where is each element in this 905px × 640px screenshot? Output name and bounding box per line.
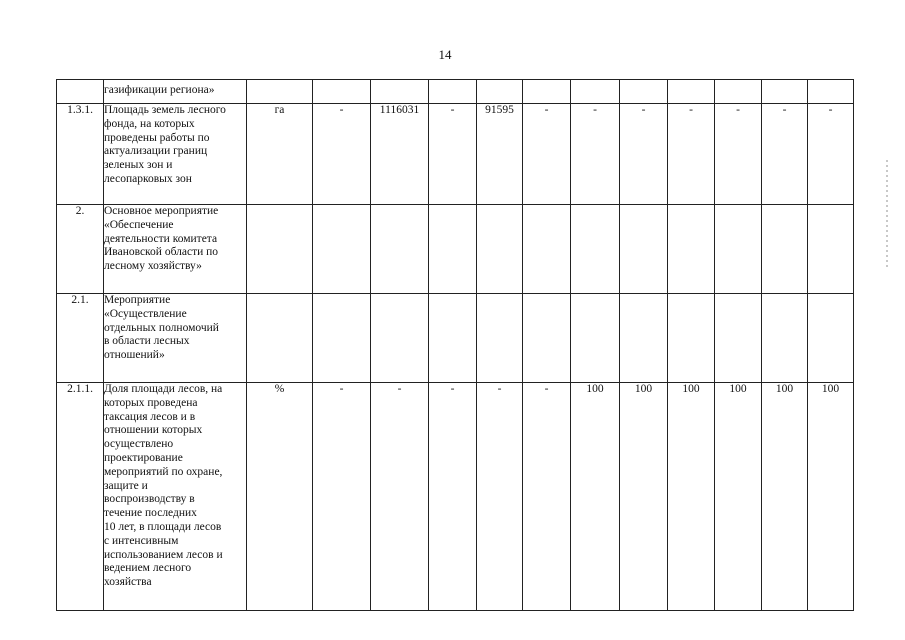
indicator-description-line: Площадь земель лесного — [104, 104, 226, 116]
value-cell — [571, 294, 620, 383]
indicator-description-cell — [104, 104, 247, 205]
table-row — [57, 294, 854, 383]
unit-cell — [247, 294, 313, 383]
indicator-description-line: фонда, на которых — [104, 117, 195, 130]
value-cell — [715, 294, 762, 383]
value-cell: 100 — [620, 383, 668, 611]
indicator-description-cell — [104, 383, 247, 611]
row-number-cell — [57, 80, 104, 104]
value-cell: - — [762, 104, 808, 205]
value-cell — [477, 205, 523, 294]
value-cell: 100 — [762, 383, 808, 611]
value-cell — [313, 80, 371, 104]
value-cell — [477, 80, 523, 104]
value-cell — [523, 294, 571, 383]
row-number: 2.1. — [71, 294, 89, 306]
value-cell: 100 — [808, 383, 854, 611]
value-cell: - — [429, 383, 477, 611]
value-cell: 1116031 — [371, 104, 429, 205]
value-cell — [429, 205, 477, 294]
table-row — [57, 205, 854, 294]
value-cell: - — [523, 104, 571, 205]
indicator-description-line: отношений» — [104, 349, 165, 362]
value-cell — [523, 205, 571, 294]
indicator-description-line: хозяйства — [104, 576, 152, 589]
indicator-description-line: лесопарковых зон — [104, 172, 192, 185]
row-number-cell — [57, 383, 104, 611]
value-cell — [668, 294, 715, 383]
indicator-description-line: актуализации границ — [104, 145, 208, 158]
value-cell: - — [313, 104, 371, 205]
indicator-description-cell — [104, 294, 247, 383]
value-cell — [429, 294, 477, 383]
value-cell — [715, 205, 762, 294]
indicator-description-line: защите и — [104, 479, 148, 492]
table-row — [57, 383, 854, 611]
unit-cell — [247, 80, 313, 104]
value-cell — [620, 294, 668, 383]
value-cell — [371, 205, 429, 294]
value-cell: - — [715, 104, 762, 205]
value-cell — [429, 80, 477, 104]
value-cell — [477, 294, 523, 383]
value-cell — [620, 80, 668, 104]
indicator-description-line: ведением лесного — [104, 562, 192, 575]
indicator-description-line: Доля площади лесов, на — [104, 383, 223, 395]
value-cell: 91595 — [477, 104, 523, 205]
indicator-description-cell — [104, 205, 247, 294]
table-row — [57, 80, 854, 104]
value-cell — [668, 80, 715, 104]
indicator-description-line: деятельности комитета — [104, 232, 218, 245]
value-cell — [523, 80, 571, 104]
value-cell: 100 — [715, 383, 762, 611]
value-cell: - — [313, 383, 371, 611]
scan-artifact — [886, 160, 888, 270]
value-cell: - — [371, 383, 429, 611]
value-cell: - — [808, 104, 854, 205]
value-cell: - — [477, 383, 523, 611]
indicator-description-line: использованием лесов и — [104, 548, 223, 561]
row-number: 2. — [75, 205, 85, 217]
value-cell: - — [523, 383, 571, 611]
value-cell: - — [668, 104, 715, 205]
indicator-description-line: лесному хозяйству» — [104, 260, 202, 273]
indicator-description-line: проектирование — [104, 451, 183, 464]
value-cell — [762, 294, 808, 383]
unit-cell — [247, 205, 313, 294]
indicator-description-line: отдельных полномочий — [104, 321, 219, 334]
value-cell — [808, 294, 854, 383]
value-cell: - — [571, 104, 620, 205]
unit-cell: % — [247, 383, 313, 611]
table-row — [57, 104, 854, 205]
value-cell — [808, 205, 854, 294]
value-cell: 100 — [668, 383, 715, 611]
indicator-description-line: Мероприятие — [104, 294, 171, 306]
unit-cell: га — [247, 104, 313, 205]
value-cell — [762, 80, 808, 104]
row-number: 1.3.1. — [67, 104, 93, 116]
value-cell — [313, 294, 371, 383]
value-cell — [620, 205, 668, 294]
indicator-description-line: зеленых зон и — [104, 159, 173, 172]
row-number: 2.1.1. — [67, 383, 93, 395]
indicator-description-line: осуществлено — [104, 438, 174, 451]
indicator-description-line: 10 лет, в площади лесов — [104, 520, 222, 533]
row-number-cell — [57, 104, 104, 205]
value-cell: 100 — [571, 383, 620, 611]
value-cell — [571, 80, 620, 104]
indicator-description-line: газификации региона» — [104, 84, 215, 96]
indicator-description-line: «Обеспечение — [104, 218, 174, 231]
value-cell — [371, 80, 429, 104]
indicator-description-line: в области лесных — [104, 335, 190, 348]
indicators-table — [56, 79, 854, 611]
value-cell: - — [620, 104, 668, 205]
indicator-description-line: Основное мероприятие — [104, 205, 219, 217]
value-cell — [571, 205, 620, 294]
indicator-description-line: «Осуществление — [104, 307, 187, 320]
value-cell: - — [429, 104, 477, 205]
indicator-description-line: отношении которых — [104, 424, 203, 437]
indicator-description-line: воспроизводству в — [104, 493, 195, 506]
value-cell — [668, 205, 715, 294]
value-cell — [313, 205, 371, 294]
value-cell — [715, 80, 762, 104]
row-number-cell — [57, 294, 104, 383]
row-number-cell — [57, 205, 104, 294]
indicator-description-cell — [104, 80, 247, 104]
page-number: 14 — [438, 47, 452, 62]
indicator-description-line: которых проведена — [104, 396, 198, 409]
value-cell — [762, 205, 808, 294]
indicator-description-line: мероприятий по охране, — [104, 465, 223, 478]
value-cell — [808, 80, 854, 104]
indicator-description-line: с интенсивным — [104, 534, 179, 547]
indicator-description-line: проведены работы по — [104, 131, 210, 144]
value-cell — [371, 294, 429, 383]
indicator-description-line: течение последних — [104, 507, 197, 520]
indicator-description-line: Ивановской области по — [104, 246, 219, 259]
indicator-description-line: таксация лесов и в — [104, 410, 196, 423]
